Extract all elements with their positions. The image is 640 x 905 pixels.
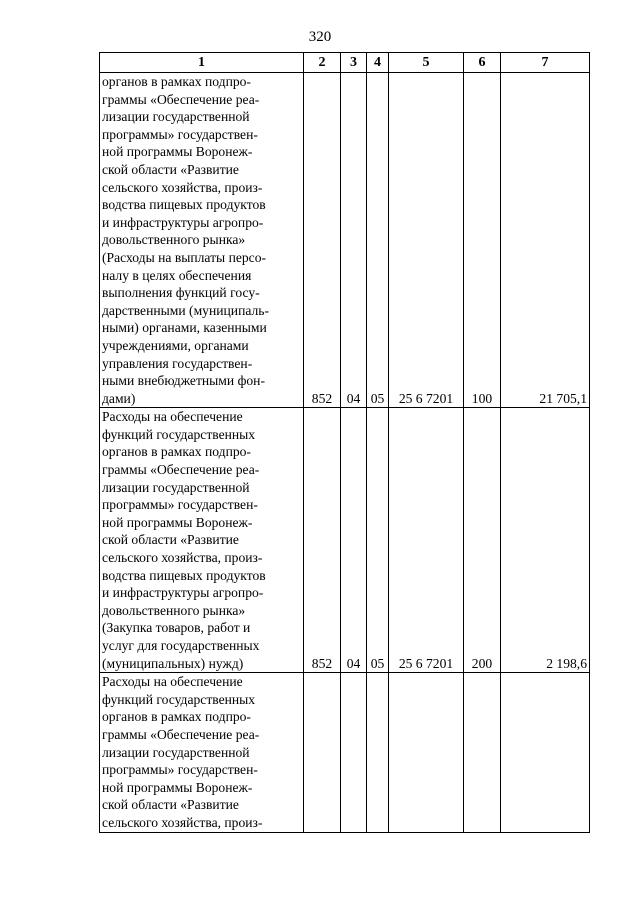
- table-row: [100, 73, 590, 408]
- row-subsection-code: 05: [367, 408, 389, 673]
- row-target-article: 25 6 7201: [389, 408, 464, 673]
- row-description: Расходы на обеспечение функций государственных органов в рамках подпро- граммы «Обеспечение реа- лизации государственной программы» государствен- ной программы Воронеж- ской области «Развитие сельского хозяйства, произ-: [100, 673, 304, 832]
- row-amount: [501, 673, 590, 832]
- header-row: [100, 53, 590, 73]
- row-expense-type: 200: [464, 408, 501, 673]
- row-amount: 21 705,1: [501, 73, 590, 408]
- col-header-2: 2: [304, 53, 341, 73]
- row-target-article: [389, 673, 464, 832]
- col-header-6: 6: [464, 53, 501, 73]
- table-row: [100, 673, 590, 832]
- row-subsection-code: 05: [367, 73, 389, 408]
- col-header-3: 3: [341, 53, 367, 73]
- row-expense-type: [464, 673, 501, 832]
- col-header-1: 1: [100, 53, 304, 73]
- col-header-4: 4: [367, 53, 389, 73]
- row-description: органов в рамках подпро- граммы «Обеспечение реа- лизации государственной программы» государствен- ной программы Воронеж- ской области «Развитие сельского хозяйства, произ- водства пищевых продуктов и инфраструктуры агропро- довольственного рынка» (Расходы на выплаты персо- налу в целях обеспечения выполнения функций госу- дарственными (муниципаль- ными) органами, казенными учреждениями, органами управления государствен- ными внебюджетными фон- дами): [100, 73, 304, 408]
- row-section-code: 04: [341, 408, 367, 673]
- row-section-code: [341, 673, 367, 832]
- row-amount: 2 198,6: [501, 408, 590, 673]
- row-ministry-code: 852: [304, 73, 341, 408]
- row-section-code: 04: [341, 73, 367, 408]
- row-ministry-code: 852: [304, 408, 341, 673]
- row-ministry-code: [304, 673, 341, 832]
- table-row: [100, 408, 590, 673]
- row-target-article: 25 6 7201: [389, 73, 464, 408]
- col-header-7: 7: [501, 53, 590, 73]
- row-expense-type: 100: [464, 73, 501, 408]
- row-subsection-code: [367, 673, 389, 832]
- row-description: Расходы на обеспечение функций государственных органов в рамках подпро- граммы «Обеспечение реа- лизации государственной программы» государствен- ной программы Воронеж- ской области «Развитие сельского хозяйства, произ- водства пищевых продуктов и инфраструктуры агропро- довольственного рынка» (Закупка товаров, работ и услуг для государственных (муниципальных) нужд): [100, 408, 304, 673]
- col-header-5: 5: [389, 53, 464, 73]
- budget-table: [99, 52, 590, 833]
- page-number: 320: [308, 29, 332, 45]
